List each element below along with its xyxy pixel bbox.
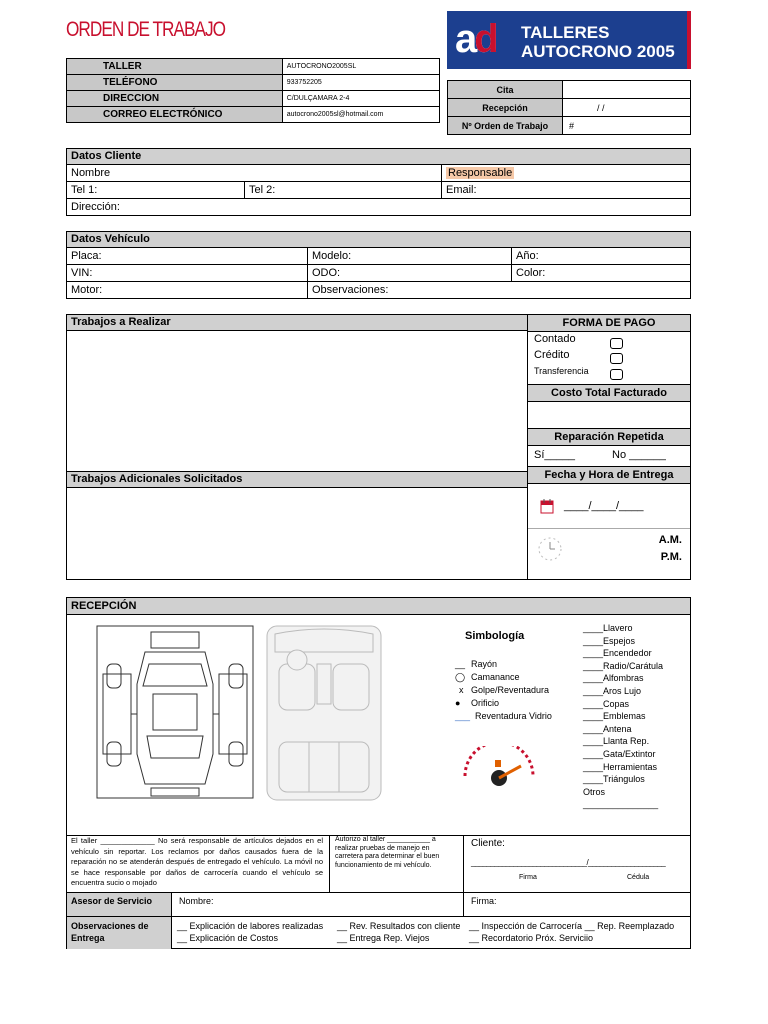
- costo-field[interactable]: [528, 402, 690, 429]
- disclaimer-row: [67, 835, 690, 893]
- checklist-item[interactable]: ____Alfombras: [583, 673, 644, 684]
- payment-column: [527, 314, 691, 580]
- checklist-item[interactable]: ____Gata/Extintor: [583, 748, 656, 759]
- checklist-item[interactable]: ____Encendedor: [583, 648, 652, 659]
- shop-info-label: DIRECCION: [67, 91, 283, 107]
- pago-transferencia-checkbox[interactable]: [610, 369, 623, 380]
- client-section: [66, 148, 691, 216]
- shop-info-row: [67, 75, 440, 91]
- vehicle-anio-field[interactable]: Año:: [516, 250, 539, 262]
- shop-info-row: [67, 107, 440, 123]
- client-tel2-field[interactable]: Tel 2:: [245, 182, 442, 198]
- recepcion-value[interactable]: / /: [563, 99, 691, 117]
- pago-contado-label: Contado: [534, 333, 576, 345]
- observaciones-row: [67, 916, 690, 949]
- obs-item[interactable]: __ Recordatorio Próx. Serviciio: [469, 933, 594, 943]
- adicionales-area[interactable]: [67, 488, 527, 578]
- vehicle-observaciones-field[interactable]: Observaciones:: [312, 284, 389, 296]
- calendar-icon: [540, 498, 554, 514]
- symbol-golpe: Golpe/Reventadura: [471, 685, 550, 695]
- pago-credito-label: Crédito: [534, 349, 570, 361]
- checklist-item[interactable]: ____Herramientas: [583, 761, 658, 772]
- symbol-camanance: Camanance: [471, 672, 520, 682]
- obs-item[interactable]: __ Inspección de Carrocería __ Rep. Reemplazado: [469, 921, 675, 931]
- cita-label: Cita: [448, 81, 563, 99]
- checklist-item[interactable]: ____Llavero: [583, 623, 633, 633]
- work-section: [66, 314, 528, 580]
- orden-label: Nº Orden de Trabajo: [448, 117, 563, 135]
- asesor-nombre-field[interactable]: Nombre:: [179, 896, 214, 906]
- logo-line-2: AUTOCRONO 2005: [521, 42, 675, 61]
- forma-pago-header: FORMA DE PAGO: [528, 315, 690, 332]
- cliente-label: Cliente:: [471, 838, 505, 849]
- trabajos-area[interactable]: [67, 331, 527, 471]
- shop-info-value[interactable]: AUTOCRONO2005SL: [282, 59, 439, 75]
- asesor-label: Asesor de Servicio: [67, 893, 172, 917]
- page-title: ORDEN DE TRABAJO: [66, 18, 226, 41]
- logo-mark: ad: [455, 17, 496, 61]
- cita-value[interactable]: [563, 81, 691, 99]
- clock-icon: [536, 535, 564, 563]
- asesor-row: [67, 892, 690, 917]
- shop-info-label: TELÉFONO: [67, 75, 283, 91]
- shop-info-label: CORREO ELECTRÓNICO: [67, 107, 283, 123]
- client-header: Datos Cliente: [67, 149, 690, 165]
- client-email-field[interactable]: Email:: [446, 184, 477, 196]
- obs-item[interactable]: __ Explicación de Costos: [177, 933, 279, 943]
- obs-item[interactable]: __ Entrega Rep. Viejos: [337, 933, 430, 943]
- obs-item[interactable]: __ Rev. Resultados con cliente: [337, 921, 461, 931]
- recepcion-header: RECEPCIÓN: [67, 598, 690, 615]
- appointment-table: [447, 80, 691, 135]
- adicionales-header: Trabajos Adicionales Solicitados: [67, 471, 527, 488]
- checklist-item[interactable]: ____Antena: [583, 723, 632, 734]
- fuel-gauge-icon[interactable]: [459, 746, 539, 788]
- fecha-entrega-field[interactable]: ____/____/____: [564, 500, 644, 512]
- pago-transferencia-label: Transferencia: [534, 366, 589, 376]
- vehicle-odo-field[interactable]: ODO:: [308, 265, 512, 281]
- symbol-orificio: Orificio: [471, 698, 500, 708]
- pm-label[interactable]: P.M.: [660, 551, 682, 563]
- client-tel1-field[interactable]: Tel 1:: [67, 182, 245, 198]
- client-nombre-field[interactable]: Nombre: [67, 165, 442, 181]
- checklist-item[interactable]: ____Radio/Carátula: [583, 660, 664, 671]
- reparacion-header: Reparación Repetida: [528, 429, 690, 446]
- client-direccion-field[interactable]: Dirección:: [71, 201, 120, 213]
- checklist-otros-field[interactable]: _______________: [583, 799, 659, 810]
- car-diagram-exterior[interactable]: [95, 624, 255, 800]
- vehicle-vin-field[interactable]: VIN:: [67, 265, 308, 281]
- checklist-otros: Otros: [583, 786, 606, 797]
- trabajos-header: Trabajos a Realizar: [67, 315, 527, 331]
- autorizo-text: Autorizo al taller ___________ a realizar pruebas de manejo en carretera para determinar el buen funcionamiento de mi vehículo.: [335, 836, 440, 869]
- vehicle-section: [66, 231, 691, 299]
- company-logo: [447, 11, 691, 69]
- asesor-firma-field[interactable]: Firma:: [471, 896, 497, 906]
- symbol-legend: __ Rayón ◯ Camanance x Golpe/Reventadura ● Orificio ___ Reventadura Vidrio: [455, 659, 552, 721]
- fecha-header: Fecha y Hora de Entrega: [528, 466, 690, 484]
- orden-value[interactable]: #: [563, 117, 691, 135]
- recepcion-label: Recepción: [448, 99, 563, 117]
- responsable-label: Responsable: [448, 167, 513, 179]
- pago-credito-checkbox[interactable]: [610, 353, 623, 364]
- shop-info-label: TALLER: [67, 59, 283, 75]
- shop-info-table: [66, 58, 440, 123]
- reparacion-no[interactable]: No ______: [612, 449, 666, 461]
- observaciones-label: Observaciones de Entrega: [67, 917, 172, 949]
- checklist-item[interactable]: ____Triángulos: [583, 774, 645, 785]
- reparacion-si[interactable]: Sí_____: [534, 449, 575, 461]
- checklist-item[interactable]: ____Copas: [583, 698, 630, 709]
- vehicle-modelo-field[interactable]: Modelo:: [308, 248, 512, 264]
- disclaimer-text: El taller _____________ No será responsable de artículos dejados en el vehículo sin reportar. Los reclamos por daños causados fuera de la reparación no se atenderán después de entregado el vehículo. La móvil no se hace responsable por daños de carrocería cuando el vehículo se encuentra sucio o mojado: [71, 836, 323, 888]
- symbol-reventadura-vidrio: Reventadura Vidrio: [475, 711, 552, 721]
- pago-contado-checkbox[interactable]: [610, 338, 623, 349]
- firma-caption: Firma: [519, 874, 537, 881]
- shop-info-value[interactable]: autocrono2005sl@hotmail.com: [282, 107, 439, 123]
- am-label[interactable]: A.M.: [658, 534, 682, 546]
- simbologia-title: Simbología: [465, 630, 525, 642]
- checklist-item[interactable]: ____Llanta Rep.: [583, 736, 650, 747]
- checklist-item[interactable]: ____Espejos: [583, 635, 636, 646]
- vehicle-placa-field[interactable]: Placa:: [67, 248, 308, 264]
- logo-line-1: TALLERES: [521, 23, 610, 42]
- client-responsable-field[interactable]: [442, 165, 690, 181]
- vehicle-header: Datos Vehículo: [67, 232, 690, 248]
- shop-info-row: [67, 91, 440, 107]
- reception-checklist: [583, 622, 663, 811]
- recepcion-section: [66, 597, 691, 949]
- shop-info-row: [67, 59, 440, 75]
- checklist-item[interactable]: ____Aros Lujo: [583, 685, 642, 696]
- car-diagram-interior[interactable]: [265, 624, 383, 802]
- firma-cedula-field[interactable]: ______________________________/____________________: [471, 858, 666, 867]
- vehicle-motor-field[interactable]: Motor:: [67, 282, 308, 298]
- vehicle-color-field[interactable]: Color:: [516, 267, 546, 279]
- cedula-caption: Cédula: [627, 874, 650, 881]
- obs-item[interactable]: __ Explicación de labores realizadas: [177, 921, 324, 931]
- symbol-rayon: Rayón: [471, 659, 498, 669]
- shop-info-value[interactable]: C/DULÇAMARA 2-4: [282, 91, 439, 107]
- shop-info-value[interactable]: 933752205: [282, 75, 439, 91]
- checklist-item[interactable]: ____Emblemas: [583, 711, 646, 722]
- costo-header: Costo Total Facturado: [528, 384, 690, 402]
